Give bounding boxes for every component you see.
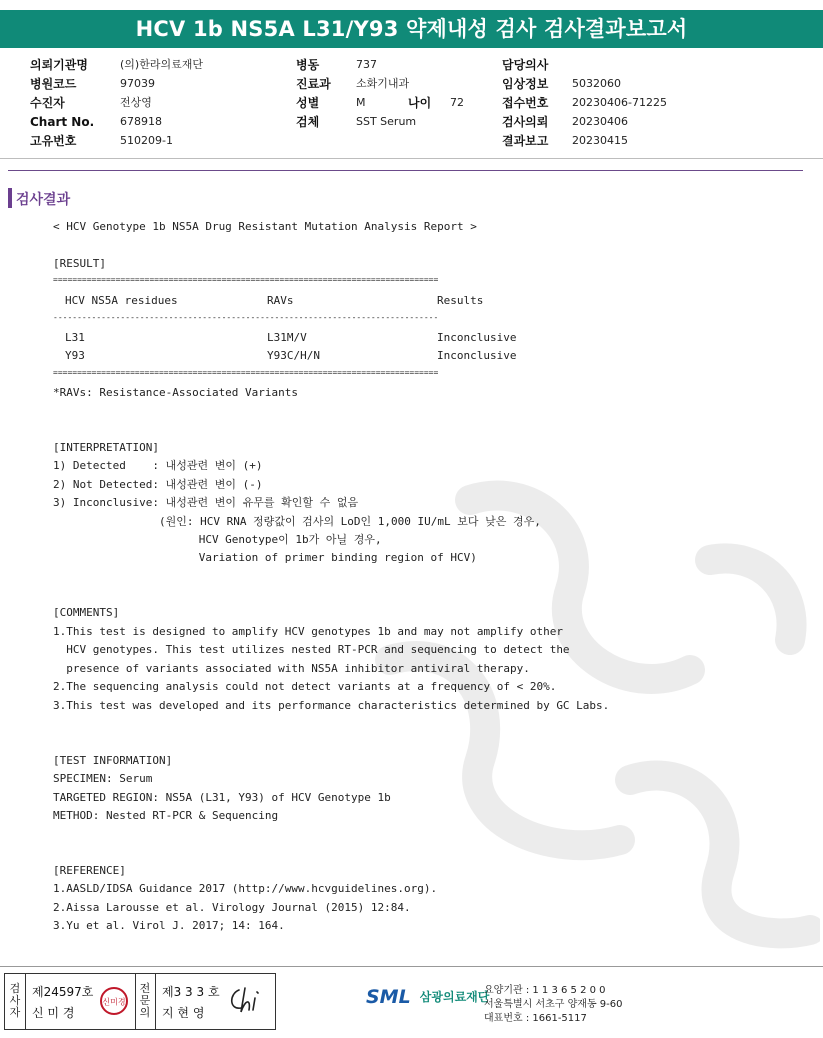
comment-line: 1.This test is designed to amplify HCV genotypes 1b and may not amplify other — [53, 625, 563, 638]
doctor-license: 제3 3 3 호 — [162, 985, 220, 999]
reference-line: 2.Aissa Larousse et al. Virology Journal (2015) 12:84. — [53, 901, 411, 914]
table-rule-mid: -------------------------------------------------------------------------------- — [53, 313, 439, 322]
sig-divider — [155, 974, 156, 1029]
field-value: 소화기내과 — [356, 77, 410, 90]
col-header-results: Results — [437, 294, 484, 307]
doctor-vertical-label — [138, 983, 152, 1019]
field-label: 검체 — [296, 115, 320, 129]
comment-line: 2.The sequencing analysis could not detect variants at a frequency of < 20%. — [53, 680, 557, 693]
header-row — [30, 95, 203, 114]
org-code: 요양기관 : 1 1 3 6 5 2 0 0 — [484, 985, 606, 996]
field-value: 20230406 — [572, 115, 628, 128]
comments-label: [COMMENTS] — [53, 606, 120, 619]
seal-text: 신미경 — [102, 997, 126, 1007]
interpretation-line: Variation of primer binding region of HCV) — [53, 551, 477, 564]
col-header-ravs: RAVs — [267, 294, 294, 307]
field-label: Chart No. — [30, 115, 95, 129]
comment-line: presence of variants associated with NS5A inhibitor antiviral therapy. — [53, 662, 530, 675]
comment-line: HCV genotypes. This test utilizes nested RT-PCR and sequencing to detect the — [53, 643, 570, 656]
header-row — [296, 76, 464, 95]
tester-vertical-label — [8, 983, 22, 1019]
header-divider — [0, 158, 823, 159]
char: 사 — [9, 994, 21, 1007]
header-col2 — [296, 57, 464, 133]
header-row — [30, 114, 203, 133]
char: 검 — [9, 982, 21, 995]
field-label: 담당의사 — [502, 58, 549, 72]
sig-divider — [135, 974, 136, 1029]
field-value: 20230415 — [572, 134, 628, 147]
field-value: M — [356, 96, 366, 109]
footer-divider — [0, 966, 823, 967]
residue-cell: Y93 — [65, 349, 85, 362]
org-phone: 대표번호 : 1661-5117 — [484, 1013, 587, 1024]
handwritten-signature-icon — [227, 984, 267, 1018]
field-value: 97039 — [120, 77, 155, 90]
field-label: 수진자 — [30, 96, 65, 110]
header-row — [30, 76, 203, 95]
tester-name: 신 미 경 — [32, 1006, 75, 1020]
header-row — [296, 95, 464, 114]
header-row — [502, 57, 667, 76]
org-logo — [366, 986, 489, 1008]
age-label: 나이 — [408, 96, 432, 110]
header-col3 — [502, 57, 667, 152]
field-value: 5032060 — [572, 77, 621, 90]
reference-label: [REFERENCE] — [53, 864, 126, 877]
field-label: 임상정보 — [502, 77, 549, 91]
interpretation-line: HCV Genotype이 1b가 아닐 경우, — [53, 533, 382, 546]
org-info — [484, 984, 623, 1026]
header-row — [30, 133, 203, 152]
reference-line: 1.AASLD/IDSA Guidance 2017 (http://www.hcvguidelines.org). — [53, 882, 438, 895]
ravs-cell: Y93C/H/N — [267, 349, 320, 362]
header-col1 — [30, 57, 203, 152]
result-cell: Inconclusive — [437, 331, 517, 344]
field-label: 성별 — [296, 96, 320, 110]
char: 의 — [139, 1006, 151, 1019]
field-label: 진료과 — [296, 77, 331, 91]
table-rule-top: ================================================================================ — [53, 275, 439, 284]
field-label: 검사의뢰 — [502, 115, 549, 129]
interpretation-line: (원인: HCV RNA 정량값이 검사의 LoD인 1,000 IU/mL 보다 낮은 경우, — [53, 515, 541, 528]
char: 전 — [139, 982, 151, 995]
report-heading: < HCV Genotype 1b NS5A Drug Resistant Mutation Analysis Report > — [53, 220, 477, 233]
field-value: 737 — [356, 58, 377, 71]
result-label: [RESULT] — [53, 257, 106, 270]
field-label: 의뢰기관명 — [30, 58, 88, 72]
field-label: 고유번호 — [30, 134, 77, 148]
header-row — [296, 114, 464, 133]
field-label: 접수번호 — [502, 96, 549, 110]
age-value: 72 — [450, 96, 464, 109]
field-label: 결과보고 — [502, 134, 549, 148]
report-title: HCV 1b NS5A L31/Y93 약제내성 검사 검사결과보고서 — [0, 10, 823, 48]
field-value: 678918 — [120, 115, 162, 128]
test-info-label: [TEST INFORMATION] — [53, 754, 173, 767]
logo-text: SML — [366, 986, 411, 1008]
field-value: 510209-1 — [120, 134, 173, 147]
section-divider — [8, 170, 803, 171]
interpretation-line: 1) Detected : 내성관련 변이 (+) — [53, 459, 263, 472]
test-info-line: SPECIMEN: Serum — [53, 772, 153, 785]
header-row — [30, 57, 203, 76]
signature-box — [4, 973, 276, 1030]
header-row — [502, 76, 667, 95]
ravs-cell: L31M/V — [267, 331, 307, 344]
section-title: 검사결과 — [16, 192, 71, 208]
field-value: (의)한라의료재단 — [120, 58, 203, 71]
tester-license: 제24597호 — [32, 985, 94, 999]
residue-cell: L31 — [65, 331, 85, 344]
org-name: 삼광의료재단 — [419, 990, 490, 1004]
interpretation-line: 2) Not Detected: 내성관련 변이 (-) — [53, 478, 263, 491]
comment-line: 3.This test was developed and its performance characteristics determined by GC Labs. — [53, 699, 610, 712]
ravs-footnote: *RAVs: Resistance-Associated Variants — [53, 386, 299, 399]
section-marker — [8, 188, 12, 208]
doctor-name: 지 현 영 — [162, 1006, 205, 1020]
result-cell: Inconclusive — [437, 349, 517, 362]
test-info-line: TARGETED REGION: NS5A (L31, Y93) of HCV Genotype 1b — [53, 791, 391, 804]
field-value: SST Serum — [356, 115, 417, 128]
char: 문 — [139, 994, 151, 1007]
field-value: 20230406-71225 — [572, 96, 667, 109]
header-row — [502, 95, 667, 114]
field-value: 전상영 — [120, 96, 152, 109]
char: 자 — [9, 1006, 21, 1019]
reference-line: 3.Yu et al. Virol J. 2017; 14: 164. — [53, 919, 285, 932]
interpretation-line: 3) Inconclusive: 내성관련 변이 유무를 확인할 수 없음 — [53, 496, 359, 509]
table-rule-bottom: ================================================================================ — [53, 368, 439, 377]
col-header-residues: HCV NS5A residues — [65, 294, 178, 307]
seal-stamp-icon — [99, 986, 129, 1016]
test-info-line: METHOD: Nested RT-PCR & Sequencing — [53, 809, 279, 822]
interpretation-label: [INTERPRETATION] — [53, 441, 159, 454]
field-label: 병동 — [296, 58, 320, 72]
header-row — [296, 57, 464, 76]
field-label: 병원코드 — [30, 77, 77, 91]
header-row — [502, 133, 667, 152]
sig-divider — [25, 974, 26, 1029]
org-address: 서울특별시 서초구 양재동 9-60 — [484, 999, 623, 1010]
header-row — [502, 114, 667, 133]
